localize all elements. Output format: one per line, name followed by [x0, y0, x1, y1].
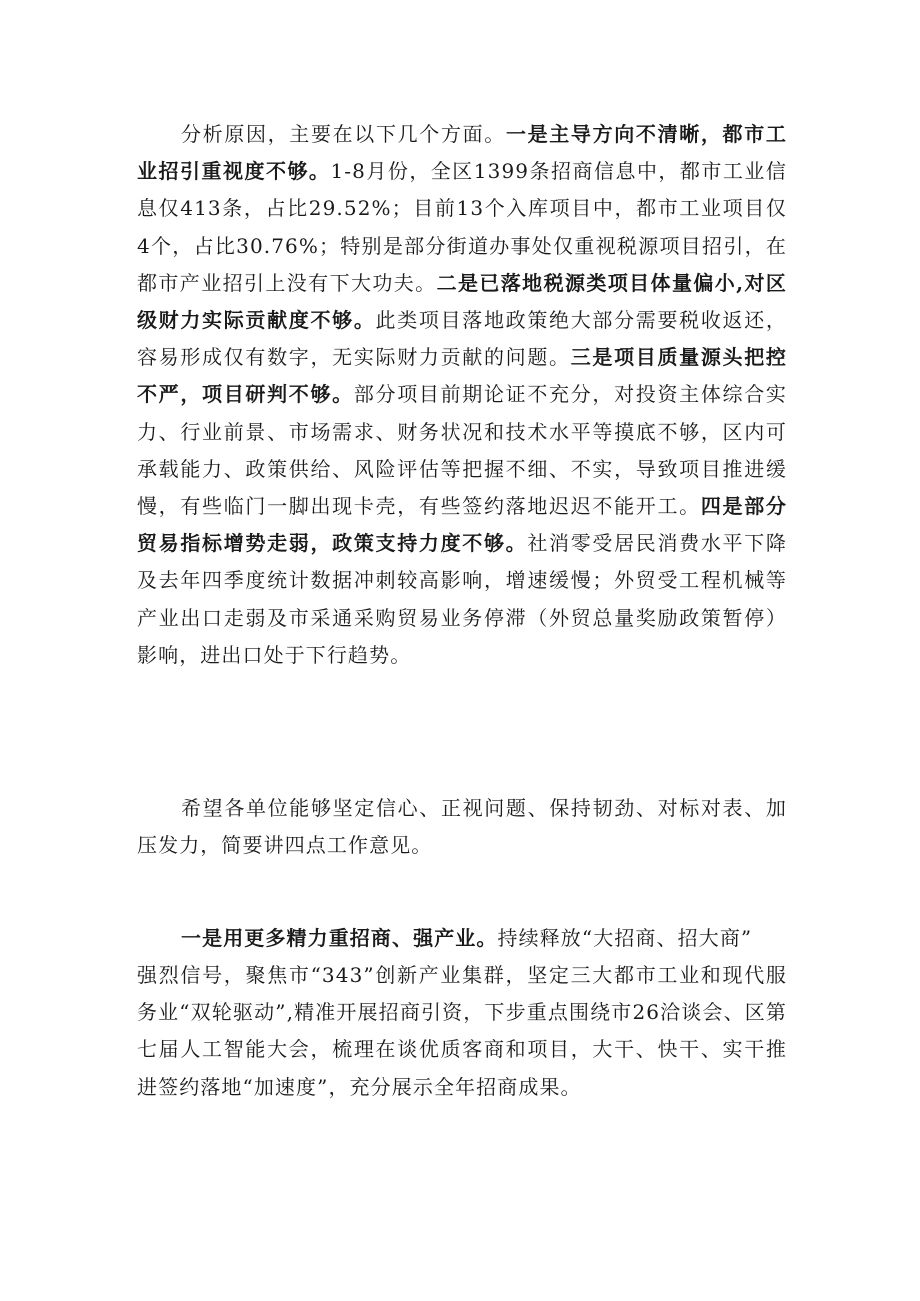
sentence-project-quality: 部分项目前期论证不充分，对投资主体综合实力、行业前景、市场需求、财务状况和技术水平等摸底不够，区内可承载能力、政策供给、风险评估等把握不细、不实，导致项目推进缓慢，有些临门一脚出现卡壳，有些签约落地迟迟不能开工。	[137, 382, 788, 519]
sentence-opinion-one-body: 强烈信号，聚焦市“343”创新产业集群，坚定三大都市工业和现代服务业“双轮驱动”,精准开展招商引资，下步重点围绕市26洽谈会、区第七届人工智能大会，梳理在谈优质客商和项目，大干、快干、实干推进签约落地“加速度”，充分展示全年招商成果。	[137, 963, 787, 1099]
sentence-opinion-one-lead: 持续释放“大招商、招大商”	[497, 926, 753, 950]
paragraph-cause-analysis	[137, 116, 787, 674]
bold-point-four: 四是部分贸易指标增势走弱，政策支持力度不够。	[137, 494, 787, 556]
sentence-trade: 社消零受居民消费水平下降及去年四季度统计数据冲刺较高影响，增速缓慢；外贸受工程机械等产业出口走弱及市采通采购贸易业务停滞（外贸总量奖励政策暂停）影响，进出口处于下行趋势。	[137, 531, 787, 667]
sentence-statistics: 1-8月份，全区1399条招商信息中，都市工业信息仅413条，占比29.52%；目前13个入库项目中，都市工业项目仅4个，占比30.76%；特别是部分街道办事处仅重视税源项目招引，在都市产业招引上没有下大功夫。	[137, 159, 787, 295]
paragraph-opinion-one-body	[137, 957, 787, 1106]
paragraph-opinion-one-first-line	[137, 920, 787, 957]
paragraph-expectations	[137, 790, 787, 864]
bold-point-one: 一是主导方向不清晰，都市工业招引重视度不够。	[137, 122, 787, 184]
sentence-tax-return: 此类项目落地政策绝大部分需要税收返还，容易形成仅有数字，无实际财力贡献的问题。	[137, 308, 787, 370]
sentence-intro: 分析原因，主要在以下几个方面。	[181, 122, 506, 146]
bold-point-three: 三是项目质量源头把控不严，项目研判不够。	[137, 345, 788, 407]
sentence-expectations: 希望各单位能够坚定信心、正视问题、保持韧劲、对标对表、加压发力，简要讲四点工作意见。	[137, 796, 787, 858]
bold-point-two: 二是已落地税源类项目体量偏小,对区级财力实际贡献度不够。	[137, 270, 787, 333]
bold-opinion-one: 一是用更多精力重招商、强产业。	[181, 926, 498, 950]
